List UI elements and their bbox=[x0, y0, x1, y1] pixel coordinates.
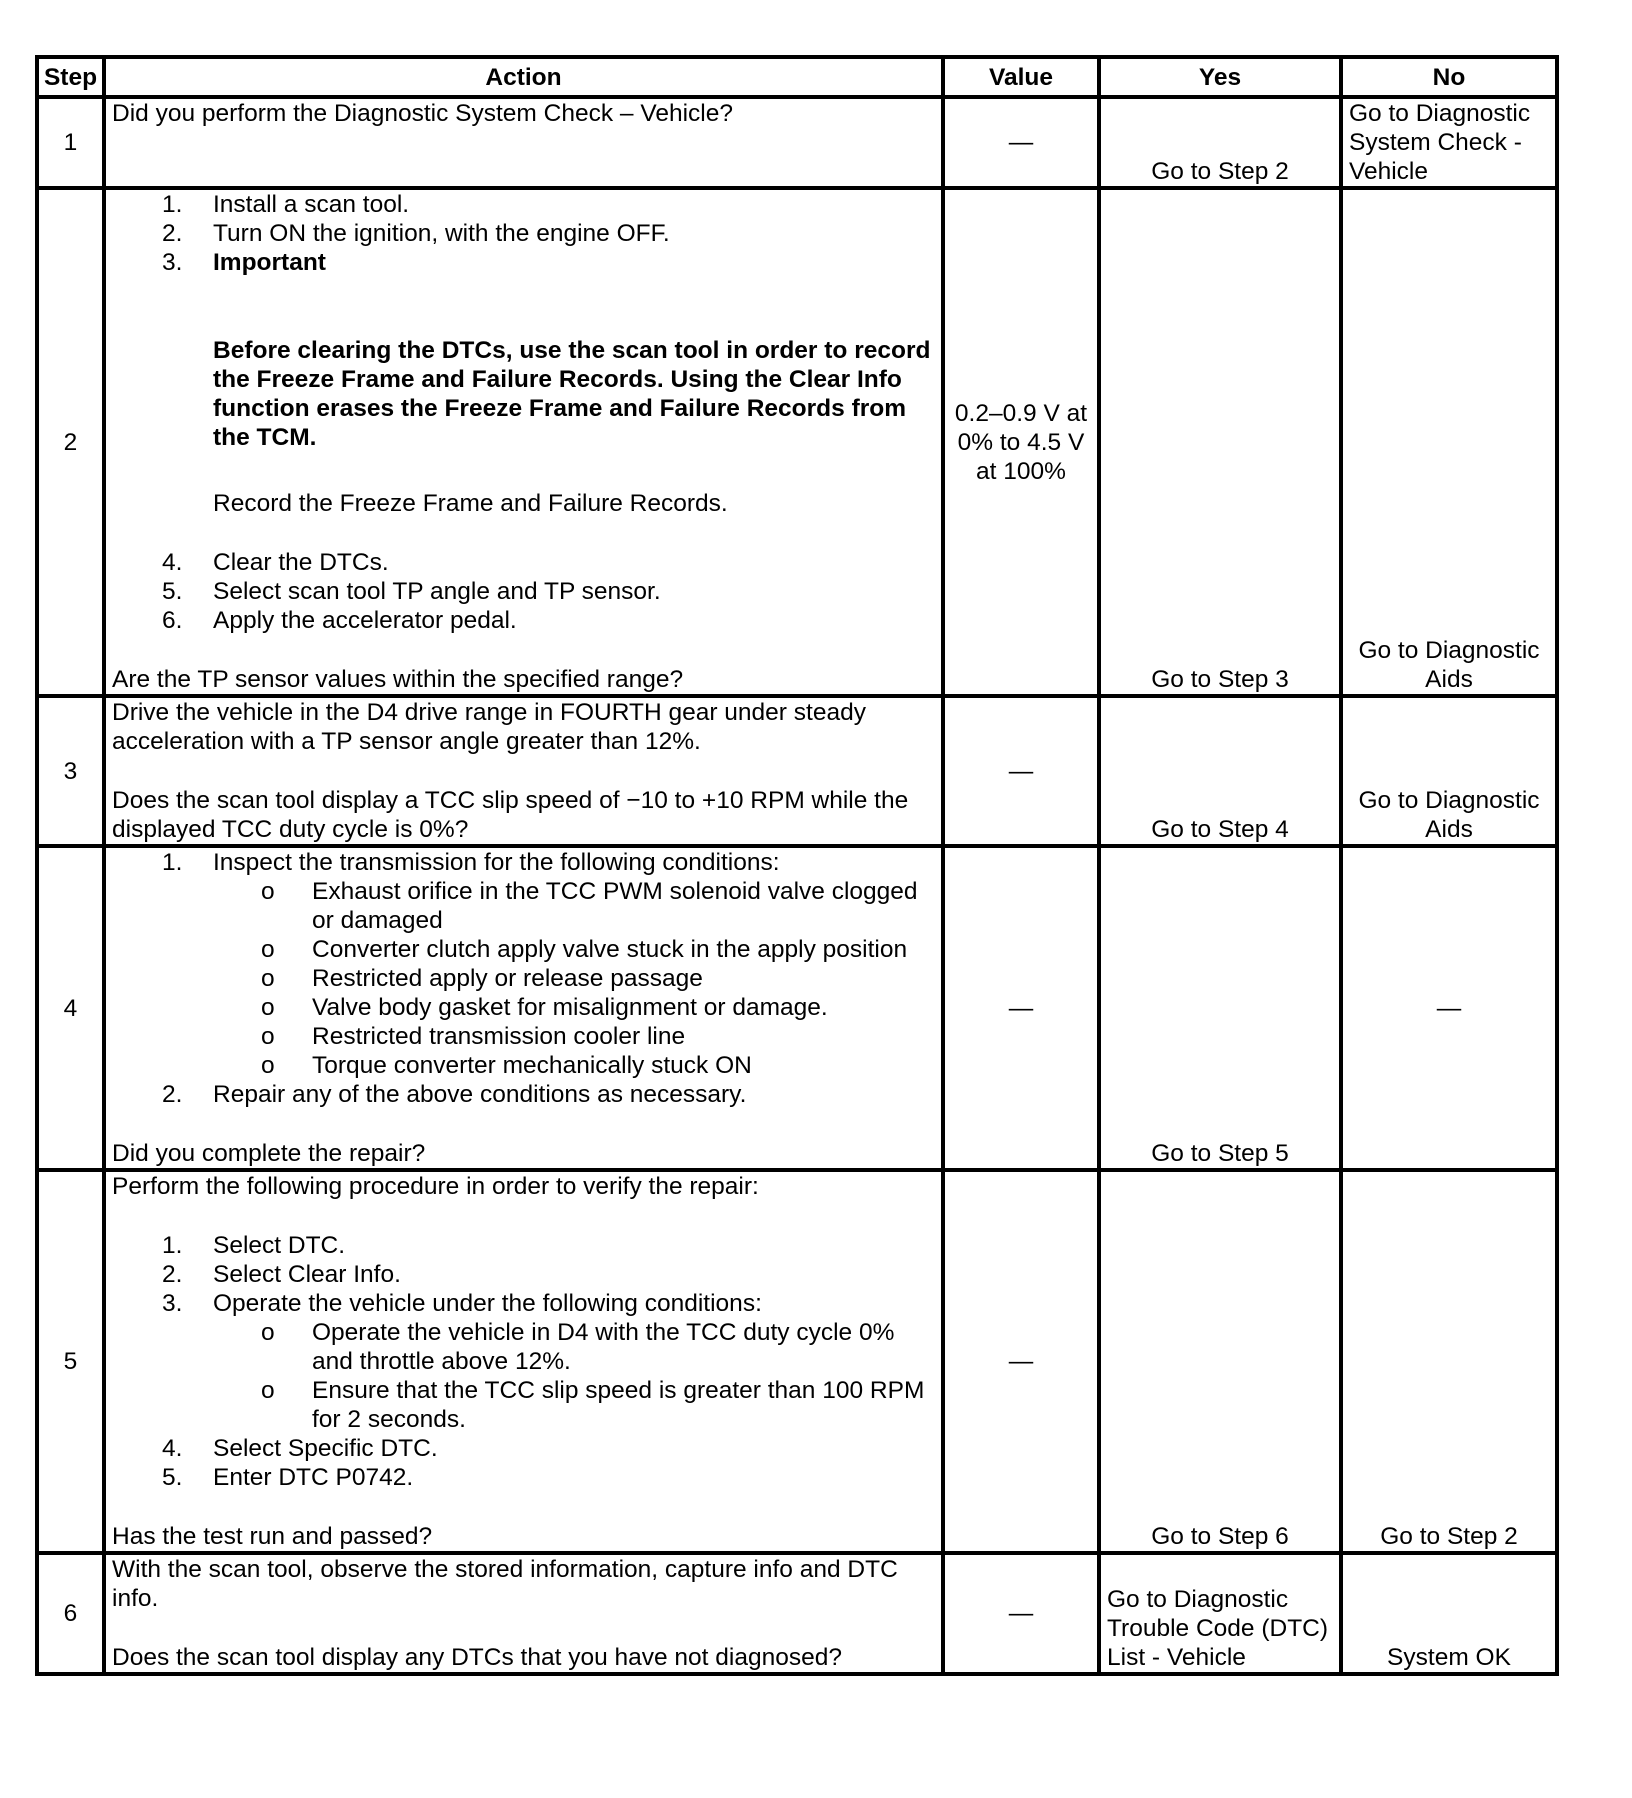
action-cell bbox=[104, 1170, 943, 1553]
yes-cell: Go to Step 5 bbox=[1099, 846, 1341, 1170]
list-item: 5. Enter DTC P0742. bbox=[162, 1464, 414, 1491]
intro-text: Perform the following procedure in order to verify the repair: bbox=[112, 1173, 759, 1200]
no-cell: Go to Step 2 bbox=[1341, 1170, 1557, 1553]
step-number: 1 bbox=[37, 97, 104, 188]
step-number: 3 bbox=[37, 696, 104, 846]
step-number: 5 bbox=[37, 1170, 104, 1553]
step-number: 4 bbox=[37, 846, 104, 1170]
action-cell bbox=[104, 188, 943, 696]
question-text: Did you complete the repair? bbox=[112, 1140, 426, 1167]
list-item: 3. Operate the vehicle under the following conditions: o Operate the vehicle in D4 with the TCC duty cycle 0% and throttle above 12%. o Ensure that the TCC slip speed is greater than 100 RPM for 2 seconds. bbox=[112, 1289, 935, 1434]
list-item: 1. Inspect the transmission for the following conditions: o Exhaust orifice in the TCC PWM solenoid valve clogged or damaged o Converter clutch apply valve stuck in the apply position o Restricted apply or release passage o Valve body gasket for misalignment or damage. o Restricted transmission cooler line o Torque converter mechanically stuck ON bbox=[112, 848, 935, 1080]
procedure-list bbox=[112, 548, 935, 635]
header-no: No bbox=[1341, 57, 1557, 97]
header-value: Value bbox=[943, 57, 1099, 97]
header-step: Step bbox=[37, 57, 104, 97]
step-number: 6 bbox=[37, 1553, 104, 1674]
yes-cell: Go to Step 4 bbox=[1099, 696, 1341, 846]
record-note: Record the Freeze Frame and Failure Records. bbox=[213, 490, 728, 517]
procedure-list bbox=[112, 848, 935, 1109]
value-cell: 0.2–0.9 V at 0% to 4.5 V at 100% bbox=[943, 188, 1099, 696]
table-row-step-3 bbox=[37, 696, 1557, 846]
important-label: Important bbox=[213, 249, 326, 276]
question-text: Does the scan tool display a TCC slip speed of −10 to +10 RPM while the displayed TCC duty cycle is 0%? bbox=[112, 787, 909, 843]
action-cell bbox=[104, 97, 943, 188]
bullet-item: o Ensure that the TCC slip speed is greater than 100 RPM for 2 seconds. bbox=[261, 1377, 925, 1433]
list-item: 2. Turn ON the ignition, with the engine OFF. bbox=[162, 220, 670, 247]
header-yes: Yes bbox=[1099, 57, 1341, 97]
bullet-item: o Valve body gasket for misalignment or damage. bbox=[261, 994, 828, 1021]
header-action: Action bbox=[104, 57, 943, 97]
value-cell: — bbox=[943, 1170, 1099, 1553]
table-row-step-2 bbox=[37, 188, 1557, 696]
list-item: 2. Select Clear Info. bbox=[162, 1261, 401, 1288]
list-item: 4. Clear the DTCs. bbox=[162, 549, 389, 576]
list-item: 4. Select Specific DTC. bbox=[162, 1435, 438, 1462]
intro-text: With the scan tool, observe the stored information, capture info and DTC info. bbox=[112, 1556, 898, 1612]
table-row-step-4 bbox=[37, 846, 1557, 1170]
no-cell: Go to Diagnostic Aids bbox=[1341, 696, 1557, 846]
bullet-item: o Torque converter mechanically stuck ON bbox=[261, 1052, 752, 1079]
list-item: 6. Apply the accelerator pedal. bbox=[162, 607, 517, 634]
table-row-step-1 bbox=[37, 97, 1557, 188]
no-cell: — bbox=[1341, 846, 1557, 1170]
list-item: 5. Select scan tool TP angle and TP sensor. bbox=[162, 578, 661, 605]
bullet-item: o Exhaust orifice in the TCC PWM solenoid valve clogged or damaged bbox=[261, 878, 918, 934]
yes-cell: Go to Step 2 bbox=[1099, 97, 1341, 188]
condition-list bbox=[213, 877, 935, 1080]
value-cell: — bbox=[943, 696, 1099, 846]
procedure-list bbox=[112, 190, 935, 277]
question-text: Has the test run and passed? bbox=[112, 1523, 433, 1550]
step-number: 2 bbox=[37, 188, 104, 696]
question-text: Did you perform the Diagnostic System Check – Vehicle? bbox=[112, 100, 733, 127]
list-item: 1. Install a scan tool. bbox=[162, 191, 410, 218]
diagnostic-table bbox=[35, 55, 1559, 1676]
important-note: Before clearing the DTCs, use the scan tool in order to record the Freeze Frame and Failure Records. Using the Clear Info function erases the Freeze Frame and Failure Records from the TCM. bbox=[213, 337, 931, 451]
procedure-list bbox=[112, 1231, 935, 1492]
list-item: 2. Repair any of the above conditions as necessary. bbox=[162, 1081, 747, 1108]
bullet-item: o Restricted apply or release passage bbox=[261, 965, 703, 992]
question-text: Are the TP sensor values within the specified range? bbox=[112, 666, 684, 693]
bullet-item: o Converter clutch apply valve stuck in the apply position bbox=[261, 936, 908, 963]
action-cell bbox=[104, 846, 943, 1170]
no-cell: Go to Diagnostic System Check - Vehicle bbox=[1341, 97, 1557, 188]
bullet-item: o Restricted transmission cooler line bbox=[261, 1023, 686, 1050]
value-cell: — bbox=[943, 846, 1099, 1170]
table-row-step-6 bbox=[37, 1553, 1557, 1674]
value-cell: — bbox=[943, 1553, 1099, 1674]
list-item: 3. Important bbox=[162, 249, 326, 276]
question-text: Does the scan tool display any DTCs that you have not diagnosed? bbox=[112, 1644, 842, 1671]
table-row-step-5 bbox=[37, 1170, 1557, 1553]
action-cell bbox=[104, 1553, 943, 1674]
intro-text: Drive the vehicle in the D4 drive range in FOURTH gear under steady acceleration with a TP sensor angle greater than 12%. bbox=[112, 699, 866, 755]
action-cell bbox=[104, 696, 943, 846]
condition-list bbox=[213, 1318, 935, 1434]
yes-cell: Go to Diagnostic Trouble Code (DTC) List - Vehicle bbox=[1099, 1553, 1341, 1674]
yes-cell: Go to Step 6 bbox=[1099, 1170, 1341, 1553]
no-cell: System OK bbox=[1341, 1553, 1557, 1674]
list-item: 1. Select DTC. bbox=[162, 1232, 346, 1259]
bullet-item: o Operate the vehicle in D4 with the TCC duty cycle 0% and throttle above 12%. bbox=[261, 1319, 895, 1375]
header-row bbox=[37, 57, 1557, 97]
yes-cell: Go to Step 3 bbox=[1099, 188, 1341, 696]
no-cell: Go to Diagnostic Aids bbox=[1341, 188, 1557, 696]
value-cell: — bbox=[943, 97, 1099, 188]
